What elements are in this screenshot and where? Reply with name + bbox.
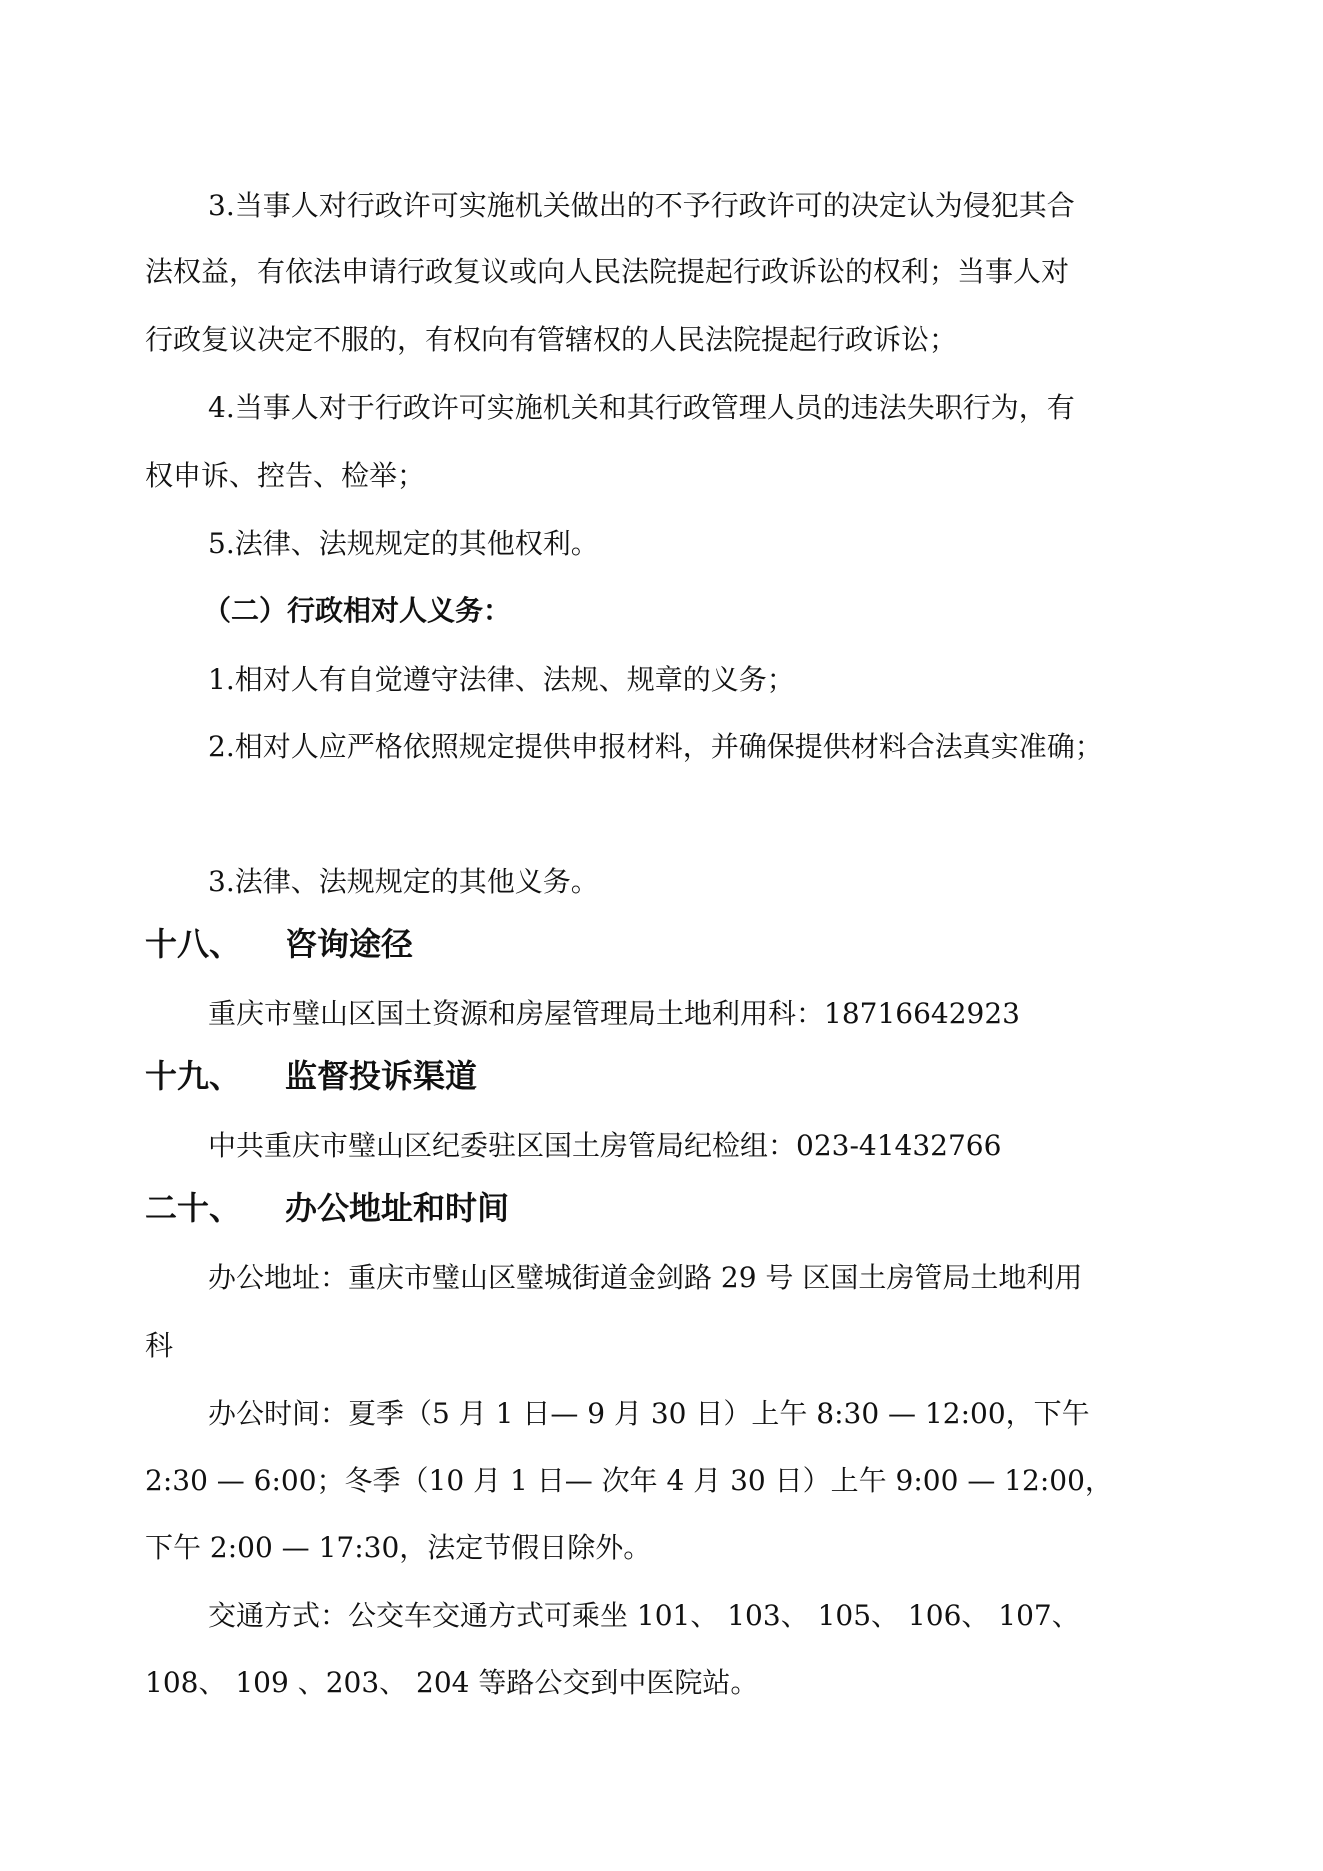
rights-item-5: 5.法律、法规规定的其他权利。: [208, 527, 599, 560]
section-20-hours-line-3: 下午 2:00 — 17:30，法定节假日除外。: [145, 1531, 652, 1564]
section-20-number: 二十、: [145, 1189, 242, 1227]
section-18-title: 咨询途径: [285, 925, 414, 963]
section-20-address-line-1: 办公地址：重庆市璧山区璧城街道金剑路 29 号 区国土房管局土地利用: [208, 1261, 1083, 1294]
rights-item-4-line-1: 4.当事人对于行政许可实施机关和其行政管理人员的违法失职行为，有: [208, 391, 1075, 424]
section-20-heading: [145, 1188, 509, 1228]
section-18-heading: [145, 924, 413, 964]
rights-item-4-line-2: 权申诉、控告、检举；: [145, 459, 426, 492]
section-18-number: 十八、: [145, 925, 242, 963]
rights-item-3-line-3: 行政复议决定不服的，有权向有管辖权的人民法院提起行政诉讼；: [145, 323, 958, 356]
obligations-item-2: 2.相对人应严格依照规定提供申报材料，并确保提供材料合法真实准确；: [208, 730, 1103, 763]
section-19-title: 监督投诉渠道: [285, 1057, 478, 1095]
section-20-hours-line-2: 2:30 — 6:00；冬季（10 月 1 日— 次年 4 月 30 日）上午 9:00 — 12:00，: [145, 1464, 1113, 1497]
section-20-transport-line-1: 交通方式：公交车交通方式可乘坐 101、 103、 105、 106、 107、: [208, 1599, 1080, 1632]
obligations-item-3: 3.法律、法规规定的其他义务。: [208, 865, 599, 898]
section-20-hours-line-1: 办公时间：夏季（5 月 1 日— 9 月 30 日）上午 8:30 — 12:00，下午: [208, 1397, 1090, 1430]
rights-item-3-line-2: 法权益，有依法申请行政复议或向人民法院提起行政诉讼的权利；当事人对: [145, 255, 1070, 288]
obligations-item-1: 1.相对人有自觉遵守法律、法规、规章的义务；: [208, 663, 795, 696]
section-19-heading: [145, 1056, 477, 1096]
section-19-contact: 中共重庆市璧山区纪委驻区国土房管局纪检组：023-41432766: [208, 1129, 1002, 1162]
section-20-title: 办公地址和时间: [285, 1189, 510, 1227]
obligations-title: （二）行政相对人义务：: [203, 594, 512, 627]
section-18-contact: 重庆市璧山区国土资源和房屋管理局土地利用科：18716642923: [208, 997, 1020, 1030]
section-20-transport-line-2: 108、 109 、203、 204 等路公交到中医院站。: [145, 1666, 759, 1699]
section-19-number: 十九、: [145, 1057, 242, 1095]
section-20-address-line-2: 科: [145, 1329, 174, 1362]
rights-item-3-line-1: 3.当事人对行政许可实施机关做出的不予行政许可的决定认为侵犯其合: [208, 189, 1075, 222]
